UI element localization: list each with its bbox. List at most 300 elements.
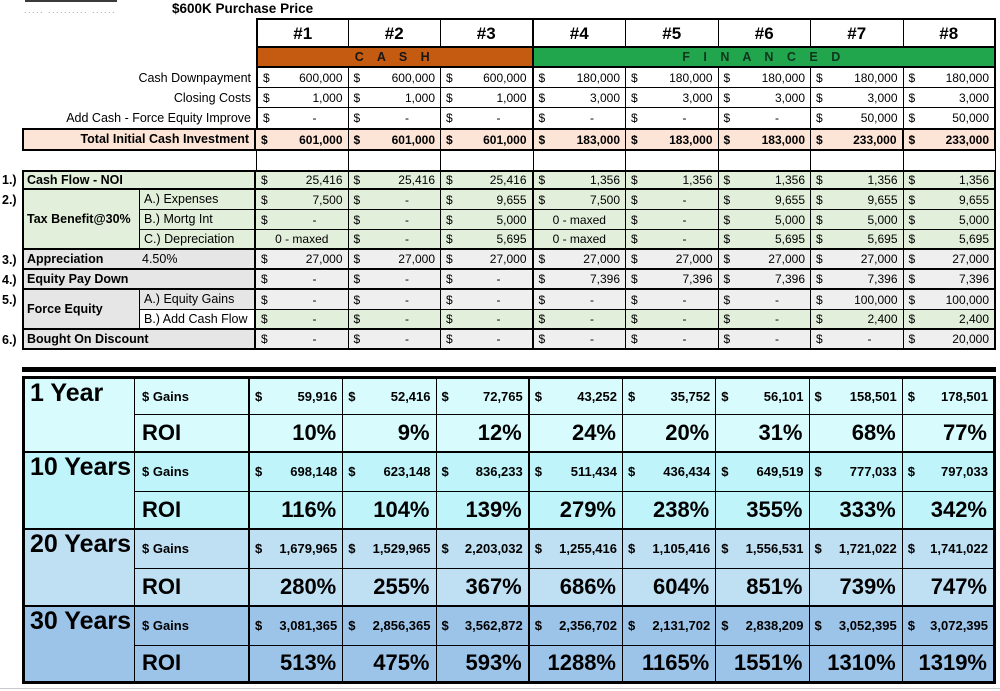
cell-add-cash-force-equity-improve-c1[interactable] <box>256 108 349 128</box>
amount: 27,000 <box>860 252 898 266</box>
dollar-sign: $ <box>631 212 638 227</box>
cell-c-depreciation-c3[interactable] <box>441 230 534 250</box>
cell-b-mortg-int-c3[interactable] <box>441 210 534 230</box>
roi-10-years-c2[interactable]: 104% <box>343 492 436 531</box>
gains-label-1-year[interactable]: $ Gains <box>135 376 250 415</box>
roi-label-30-years[interactable]: ROI <box>135 646 250 685</box>
amount: 3,000 <box>867 90 898 105</box>
cell-bought-on-discount-c7[interactable] <box>811 330 904 350</box>
cell-a-equity-gains-c6[interactable] <box>719 290 812 310</box>
row-label-add-cash-force-equity-improve[interactable]: Add Cash - Force Equity Improve <box>66 110 251 125</box>
column-header-3[interactable]: #3 <box>441 18 534 48</box>
cell-c-depreciation-c6[interactable] <box>719 230 812 250</box>
cell-total-c1[interactable] <box>256 128 349 151</box>
cell-appreciation-c1[interactable] <box>256 250 349 270</box>
cell-add-cash-force-equity-improve-c2[interactable] <box>349 108 442 128</box>
column-header-1[interactable]: #1 <box>256 18 349 48</box>
cell-appreciation-c5[interactable] <box>626 250 719 270</box>
roi-1-year-c4[interactable]: 24% <box>530 415 623 454</box>
gains-10-years-c5[interactable] <box>623 453 716 492</box>
cell-cash-flow-noi-c8[interactable] <box>904 170 997 190</box>
cell-cash-downpayment-c6[interactable] <box>719 68 812 88</box>
cell-equity-pay-down-c6[interactable] <box>719 270 812 290</box>
row-label-bought-on-discount[interactable]: Bought On Discount <box>22 330 256 350</box>
cell-a-equity-gains-c8[interactable] <box>904 290 997 310</box>
cell-appreciation-c6[interactable] <box>719 250 812 270</box>
dollar-sign: $ <box>353 192 361 207</box>
spacer-cell-c5[interactable] <box>626 151 719 170</box>
cell-closing-costs-c3[interactable] <box>441 88 534 108</box>
cell-a-expenses-c3[interactable] <box>441 190 534 210</box>
roi-20-years-c3[interactable]: 367% <box>437 569 530 608</box>
cell-closing-costs-c6[interactable] <box>719 88 812 108</box>
amount: - <box>682 292 687 307</box>
cell-equity-pay-down-c3[interactable] <box>441 270 534 290</box>
gains-10-years-c3[interactable] <box>437 453 530 492</box>
gains-label-10-years[interactable]: $ Gains <box>135 453 250 492</box>
cell-a-expenses-c6[interactable] <box>719 190 812 210</box>
gains-1-year-c2[interactable] <box>343 376 436 415</box>
amount: - <box>682 212 687 227</box>
cell-b-add-cash-flow-c4[interactable] <box>534 310 627 330</box>
cell-b-add-cash-flow-c6[interactable] <box>719 310 812 330</box>
amount: - <box>775 312 779 326</box>
amount: 183,000 <box>576 132 620 147</box>
amount: 1,000 <box>312 90 343 105</box>
cell-equity-pay-down-c5[interactable] <box>626 270 719 290</box>
amount: 35,752 <box>670 388 711 404</box>
gains-30-years-c8[interactable] <box>903 607 996 646</box>
cell-c-depreciation-c1[interactable]: 0 - maxed <box>256 230 349 250</box>
dollar-sign: $ <box>441 618 449 634</box>
gains-30-years-c5[interactable] <box>623 607 716 646</box>
gains-30-years-c3[interactable] <box>437 607 530 646</box>
roi-30-years-c7[interactable]: 1310% <box>810 646 903 685</box>
cell-cash-flow-noi-c4[interactable] <box>534 170 627 190</box>
gains-1-year-c4[interactable] <box>530 376 623 415</box>
total-initial-cash-row <box>22 128 996 151</box>
cell-equity-pay-down-c1[interactable] <box>256 270 349 290</box>
dollar-sign: $ <box>723 272 731 286</box>
cell-add-cash-force-equity-improve-c5[interactable] <box>626 108 719 128</box>
cell-closing-costs-c2[interactable] <box>349 88 442 108</box>
cell-a-equity-gains-c3[interactable] <box>441 290 534 310</box>
cell-b-add-cash-flow-c3[interactable] <box>441 310 534 330</box>
row-label-tax-benefit-30[interactable]: Tax Benefit@30% <box>22 190 140 250</box>
cell-cash-downpayment-c1[interactable] <box>256 68 349 88</box>
amount: 1,000 <box>404 90 435 105</box>
cell-appreciation-c3[interactable] <box>441 250 534 270</box>
spacer-cell-c4[interactable] <box>534 151 627 170</box>
cell-total-c7[interactable] <box>811 128 904 151</box>
gains-20-years-c7[interactable] <box>810 530 903 569</box>
amount: 180,000 <box>854 70 898 85</box>
cell-bought-on-discount-c3[interactable] <box>441 330 534 350</box>
roi-1-year-c6[interactable]: 31% <box>716 415 809 454</box>
gains-30-years-c6[interactable] <box>716 607 809 646</box>
amount: - <box>682 312 687 326</box>
dollar-sign: $ <box>816 312 823 326</box>
amount: 3,081,365 <box>279 618 338 634</box>
dollar-sign: $ <box>631 70 638 85</box>
dollar-sign: $ <box>446 292 453 307</box>
roi-30-years-c8[interactable]: 1319% <box>903 646 996 685</box>
cell-bought-on-discount-c6[interactable] <box>719 330 812 350</box>
cell-c-depreciation-c7[interactable] <box>811 230 904 250</box>
cell-b-add-cash-flow-c5[interactable] <box>626 310 719 330</box>
dollar-sign: $ <box>255 388 263 404</box>
cell-cash-downpayment-c7[interactable] <box>811 68 904 88</box>
spacer-cell-c8[interactable] <box>904 151 997 170</box>
cell-b-mortg-int-c5[interactable] <box>626 210 719 230</box>
amount: - <box>312 212 317 227</box>
gains-1-year-c5[interactable] <box>623 376 716 415</box>
amount: - <box>775 111 779 125</box>
cell-cash-flow-noi-c6[interactable] <box>719 170 812 190</box>
cell-b-mortg-int-c8[interactable] <box>904 210 997 230</box>
amount: 7,500 <box>312 192 343 207</box>
cash-group-header[interactable]: C A S H <box>256 48 534 68</box>
cell-total-c3[interactable] <box>441 128 534 151</box>
sub-label-c-depreciation[interactable]: C.) Depreciation <box>140 230 256 250</box>
gains-30-years-c2[interactable] <box>343 607 436 646</box>
amount: 27,000 <box>768 252 805 266</box>
row-label-cash-downpayment[interactable]: Cash Downpayment <box>138 70 251 85</box>
cell-cash-flow-noi-c5[interactable] <box>626 170 719 190</box>
dollar-sign: $ <box>814 464 822 480</box>
cell-add-cash-force-equity-improve-c8[interactable] <box>904 108 997 128</box>
dollar-sign: $ <box>908 232 916 246</box>
cell-b-add-cash-flow-c8[interactable] <box>904 310 997 330</box>
spacer-cell-c1[interactable] <box>256 151 349 170</box>
gains-20-years-c5[interactable] <box>623 530 716 569</box>
dollar-sign: $ <box>441 464 449 480</box>
amount: 3,000 <box>958 90 989 105</box>
gains-20-years-c1[interactable] <box>250 530 343 569</box>
cell-equity-pay-down-c2[interactable] <box>349 270 442 290</box>
cell-total-c2[interactable] <box>349 128 442 151</box>
roi-label-10-years[interactable]: ROI <box>135 492 250 531</box>
roi-10-years-c5[interactable]: 238% <box>623 492 716 531</box>
spacer-cell-c6[interactable] <box>719 151 812 170</box>
cell-bought-on-discount-c8[interactable] <box>904 330 997 350</box>
amount: 43,252 <box>577 388 617 404</box>
rate-note: 4.50% <box>142 251 178 266</box>
gains-1-year-c6[interactable] <box>716 376 809 415</box>
roi-30-years-c5[interactable]: 1165% <box>623 646 716 685</box>
cell-b-add-cash-flow-c1[interactable] <box>256 310 349 330</box>
cell-a-equity-gains-c4[interactable] <box>534 290 627 310</box>
amount: - <box>682 192 687 207</box>
cell-bought-on-discount-c2[interactable] <box>349 330 442 350</box>
roi-20-years-c5[interactable]: 604% <box>623 569 716 608</box>
roi-10-years-c8[interactable]: 342% <box>903 492 996 531</box>
cell-a-expenses-c4[interactable] <box>534 190 627 210</box>
amount: - <box>405 312 409 326</box>
cell-equity-pay-down-c8[interactable] <box>904 270 997 290</box>
roi-20-years-c8[interactable]: 747% <box>903 569 996 608</box>
gains-10-years-c6[interactable] <box>716 453 809 492</box>
spacer-cell-c2[interactable] <box>349 151 442 170</box>
row-label-closing-costs[interactable]: Closing Costs <box>173 90 251 105</box>
amount: 5,000 <box>958 212 989 227</box>
gains-20-years-c2[interactable] <box>343 530 436 569</box>
dollar-sign: $ <box>538 272 546 286</box>
cell-equity-pay-down-c4[interactable] <box>534 270 627 290</box>
dollar-sign: $ <box>446 232 453 246</box>
column-header-7[interactable]: #7 <box>811 18 904 48</box>
cell-b-mortg-int-c6[interactable] <box>719 210 812 230</box>
cell-b-mortg-int-c2[interactable] <box>349 210 442 230</box>
cell-closing-costs-c4[interactable] <box>534 88 627 108</box>
cell-cash-flow-noi-c7[interactable] <box>811 170 904 190</box>
roi-10-years-c4[interactable]: 279% <box>530 492 623 531</box>
cell-b-add-cash-flow-c2[interactable] <box>349 310 442 330</box>
cell-a-expenses-c5[interactable] <box>626 190 719 210</box>
gains-label-30-years[interactable]: $ Gains <box>135 607 250 646</box>
roi-30-years-c3[interactable]: 593% <box>437 646 530 685</box>
gains-1-year-c8[interactable] <box>903 376 996 415</box>
cell-total-c8[interactable] <box>904 128 997 151</box>
cell-a-equity-gains-c1[interactable] <box>256 290 349 310</box>
amount: 27,000 <box>305 252 343 266</box>
dollar-sign: $ <box>723 252 731 266</box>
cell-appreciation-c4[interactable] <box>534 250 627 270</box>
roi-1-year-c3[interactable]: 12% <box>437 415 530 454</box>
amount: 777,033 <box>849 464 897 480</box>
dollar-sign: $ <box>261 132 268 147</box>
cell-a-expenses-c1[interactable] <box>256 190 349 210</box>
row-label-cash-flow-noi[interactable]: Cash Flow - NOI <box>22 170 256 190</box>
dollar-sign: $ <box>628 388 636 404</box>
dollar-sign: $ <box>353 132 361 147</box>
dollar-sign: $ <box>908 192 916 207</box>
dollar-sign: $ <box>348 464 356 480</box>
dollar-sign: $ <box>723 292 731 307</box>
gains-20-years-c4[interactable] <box>530 530 623 569</box>
amount: 5,000 <box>774 212 805 227</box>
dollar-sign: $ <box>628 464 636 480</box>
cell-add-cash-force-equity-improve-c4[interactable] <box>534 108 627 128</box>
amount: 9,655 <box>867 192 898 207</box>
amount: 9,655 <box>958 192 989 207</box>
dollar-sign: $ <box>446 70 453 85</box>
dollar-sign: $ <box>261 192 268 207</box>
roi-20-years-c6[interactable]: 851% <box>716 569 809 608</box>
roi-1-year-c1[interactable]: 10% <box>250 415 343 454</box>
spacer-cell-c3[interactable] <box>441 151 534 170</box>
gains-10-years-c7[interactable] <box>810 453 903 492</box>
gains-label-20-years[interactable]: $ Gains <box>135 530 250 569</box>
cell-appreciation-c2[interactable] <box>349 250 442 270</box>
period-label-20-years[interactable]: 20 Years <box>22 530 135 607</box>
period-label-30-years[interactable]: 30 Years <box>22 607 135 684</box>
column-header-2[interactable]: #2 <box>349 18 442 48</box>
spacer-cell-c7[interactable] <box>811 151 904 170</box>
cell-a-expenses-c7[interactable] <box>811 190 904 210</box>
roi-label-20-years[interactable]: ROI <box>135 569 250 608</box>
dollar-sign: $ <box>721 618 729 634</box>
roi-10-years-c1[interactable]: 116% <box>250 492 343 531</box>
sub-label-b-mortg-int[interactable]: B.) Mortg Int <box>140 210 256 230</box>
cell-c-depreciation-c2[interactable] <box>349 230 442 250</box>
cell-appreciation-c7[interactable] <box>811 250 904 270</box>
amount: - <box>590 312 594 326</box>
cell-bought-on-discount-c5[interactable] <box>626 330 719 350</box>
cell-cash-downpayment-c2[interactable] <box>349 68 442 88</box>
gains-20-years-c6[interactable] <box>716 530 809 569</box>
roi-20-years-c1[interactable]: 280% <box>250 569 343 608</box>
cell-cash-downpayment-c4[interactable] <box>534 68 627 88</box>
amount: 180,000 <box>576 70 620 85</box>
cell-total-c4[interactable] <box>534 128 627 151</box>
dollar-sign: $ <box>538 90 546 105</box>
cell-a-equity-gains-c7[interactable] <box>811 290 904 310</box>
row-label-total-initial-cash-investment[interactable]: Total Initial Cash Investment <box>22 128 256 151</box>
dollar-sign: $ <box>353 332 361 346</box>
cell-a-expenses-c2[interactable] <box>349 190 442 210</box>
gains-10-years-c2[interactable] <box>343 453 436 492</box>
sub-label-b-add-cash-flow[interactable]: B.) Add Cash Flow <box>140 310 256 330</box>
gains-30-years-c1[interactable] <box>250 607 343 646</box>
amount: - <box>405 272 409 286</box>
cell-c-depreciation-c4[interactable]: 0 - maxed <box>534 230 627 250</box>
dollar-sign: $ <box>723 70 731 85</box>
sub-label-a-equity-gains[interactable]: A.) Equity Gains <box>140 290 256 310</box>
cell-cash-downpayment-c8[interactable] <box>904 68 997 88</box>
amount: 2,131,702 <box>652 618 711 634</box>
row-number-6: 6.) <box>2 333 17 347</box>
roi-30-years-c1[interactable]: 513% <box>250 646 343 685</box>
roi-1-year-c2[interactable]: 9% <box>343 415 436 454</box>
cell-equity-pay-down-c7[interactable] <box>811 270 904 290</box>
cell-closing-costs-c5[interactable] <box>626 88 719 108</box>
amount: - <box>496 312 501 326</box>
dollar-sign: $ <box>353 173 361 187</box>
dollar-sign: $ <box>816 70 823 85</box>
roi-30-years-c2[interactable]: 475% <box>343 646 436 685</box>
financed-group-header[interactable]: F I N A N C E D <box>534 48 997 68</box>
cell-c-depreciation-c8[interactable] <box>904 230 997 250</box>
column-header-8[interactable]: #8 <box>904 18 997 48</box>
cell-b-mortg-int-c7[interactable] <box>811 210 904 230</box>
row-label-appreciation[interactable]: Appreciation 4.50% <box>22 250 256 270</box>
roi-20-years-c2[interactable]: 255% <box>343 569 436 608</box>
roi-1-year-c7[interactable]: 68% <box>810 415 903 454</box>
amount: 72,765 <box>482 388 523 404</box>
amount: 50,000 <box>952 111 989 125</box>
cell-a-equity-gains-c5[interactable] <box>626 290 719 310</box>
cell-add-cash-force-equity-improve-c3[interactable] <box>441 108 534 128</box>
roi-1-year-c8[interactable]: 77% <box>903 415 996 454</box>
cell-bought-on-discount-c4[interactable] <box>534 330 627 350</box>
dollar-sign: $ <box>255 618 263 634</box>
roi-label-1-year[interactable]: ROI <box>135 415 250 454</box>
roi-10-years-c7[interactable]: 333% <box>810 492 903 531</box>
amount: 183,000 <box>669 132 713 147</box>
dollar-sign: $ <box>353 70 361 85</box>
gains-10-years-c1[interactable] <box>250 453 343 492</box>
amount: 649,519 <box>756 464 804 480</box>
amount: 3,072,395 <box>930 618 988 634</box>
cell-total-c6[interactable] <box>719 128 812 151</box>
cell-cash-flow-noi-c2[interactable] <box>349 170 442 190</box>
dollar-sign: $ <box>816 173 823 187</box>
dollar-sign: $ <box>534 618 542 634</box>
roi-20-years-c7[interactable]: 739% <box>810 569 903 608</box>
dollar-sign: $ <box>723 232 731 246</box>
amount: - <box>312 332 317 346</box>
dollar-sign: $ <box>348 541 356 557</box>
gains-20-years-c3[interactable] <box>437 530 530 569</box>
roi-30-years-c6[interactable]: 1551% <box>716 646 809 685</box>
roi-20-years-c4[interactable]: 686% <box>530 569 623 608</box>
amount: 5,695 <box>867 232 898 246</box>
dollar-sign: $ <box>628 541 636 557</box>
period-label-10-years[interactable]: 10 Years <box>22 453 135 530</box>
column-header-6[interactable]: #6 <box>719 18 812 48</box>
cell-b-mortg-int-c1[interactable] <box>256 210 349 230</box>
period-label-1-year[interactable]: 1 Year <box>22 376 135 453</box>
sub-label-a-expenses[interactable]: A.) Expenses <box>140 190 256 210</box>
cell-a-equity-gains-c2[interactable] <box>349 290 442 310</box>
cell-bought-on-discount-c1[interactable] <box>256 330 349 350</box>
roi-10-years-c3[interactable]: 139% <box>437 492 530 531</box>
cell-cash-flow-noi-c3[interactable] <box>441 170 534 190</box>
gains-1-year-c7[interactable] <box>810 376 903 415</box>
amount: 3,000 <box>682 90 713 105</box>
column-header-4[interactable]: #4 <box>534 18 627 48</box>
gains-10-years-c4[interactable] <box>530 453 623 492</box>
gains-1-year-c1[interactable] <box>250 376 343 415</box>
column-header-5[interactable]: #5 <box>626 18 719 48</box>
amount: 1,356 <box>867 173 898 187</box>
cell-closing-costs-c7[interactable] <box>811 88 904 108</box>
gains-10-years-c8[interactable] <box>903 453 996 492</box>
row-label-force-equity[interactable]: Force Equity <box>22 290 140 330</box>
roi-30-years-c4[interactable]: 1288% <box>530 646 623 685</box>
cell-closing-costs-c8[interactable] <box>904 88 997 108</box>
cell-c-depreciation-c5[interactable] <box>626 230 719 250</box>
cell-a-expenses-c8[interactable] <box>904 190 997 210</box>
roi-1-year-c5[interactable]: 20% <box>623 415 716 454</box>
roi-10-years-c6[interactable]: 355% <box>716 492 809 531</box>
amount: - <box>405 232 409 246</box>
gains-30-years-c4[interactable] <box>530 607 623 646</box>
gridline <box>0 688 1000 689</box>
gains-20-years-c8[interactable] <box>903 530 996 569</box>
cell-b-mortg-int-c4[interactable]: 0 - maxed <box>534 210 627 230</box>
amount: 7,396 <box>589 272 620 286</box>
cell-closing-costs-c1[interactable] <box>256 88 349 108</box>
cell-total-c5[interactable] <box>626 128 719 151</box>
cell-b-add-cash-flow-c7[interactable] <box>811 310 904 330</box>
dollar-sign: $ <box>261 332 268 346</box>
cell-appreciation-c8[interactable] <box>904 250 997 270</box>
row-label-equity-pay-down[interactable]: Equity Pay Down <box>22 270 256 290</box>
cell-add-cash-force-equity-improve-c7[interactable] <box>811 108 904 128</box>
annual-benefits-table <box>22 170 996 350</box>
dollar-sign: $ <box>446 192 453 207</box>
amount: 623,148 <box>383 464 431 480</box>
gains-1-year-c3[interactable] <box>437 376 530 415</box>
cell-cash-flow-noi-c1[interactable] <box>256 170 349 190</box>
cell-cash-downpayment-c5[interactable] <box>626 68 719 88</box>
cell-add-cash-force-equity-improve-c6[interactable] <box>719 108 812 128</box>
gains-30-years-c7[interactable] <box>810 607 903 646</box>
row-number-4: 4.) <box>2 273 17 287</box>
cell-cash-downpayment-c3[interactable] <box>441 68 534 88</box>
